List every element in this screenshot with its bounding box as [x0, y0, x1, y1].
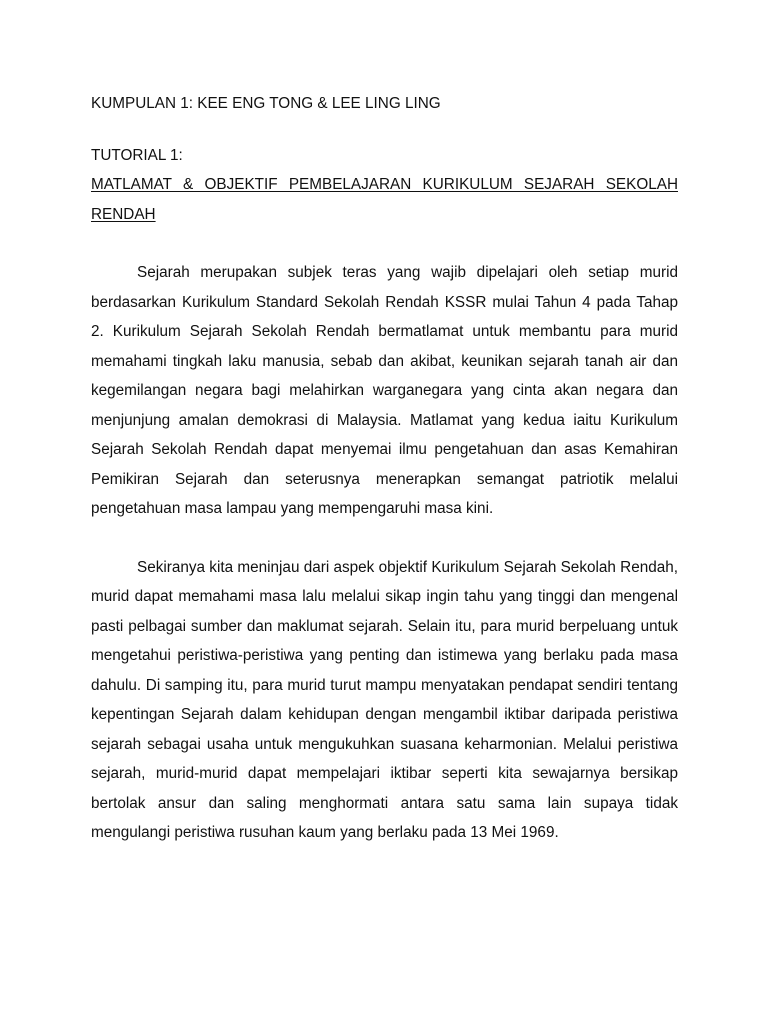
paragraph-matlamat: Sejarah merupakan subjek teras yang wajib dipelajari oleh setiap murid berdasarkan Kurikulum Standard Sekolah Rendah KSSR mulai Tahun 4 pada Tahap 2. Kurikulum Sejarah Sekolah Rendah bermatlamat untuk membantu para murid memahami tingkah laku manusia, sebab dan akibat, keunikan sejarah tanah air dan kegemilangan negara bagi melahirkan warganegara yang cinta akan negara dan menjunjung amalan demokrasi di Malaysia. Matlamat yang kedua iaitu Kurikulum Sejarah Sekolah Rendah dapat menyemai ilmu pengetahuan dan asas Kemahiran Pemikiran Sejarah dan seterusnya menerapkan semangat patriotik melalui pengetahuan masa lampau yang mempengaruhi masa kini. — [91, 264, 678, 517]
group-heading: KUMPULAN 1: KEE ENG TONG & LEE LING LING — [91, 95, 441, 112]
document-body — [91, 89, 678, 848]
tutorial-label: TUTORIAL 1: — [91, 146, 183, 164]
tutorial-title: MATLAMAT & OBJEKTIF PEMBELAJARAN KURIKULUM SEJARAH SEKOLAH RENDAH — [91, 176, 678, 223]
paragraph-objektif: Sekiranya kita meninjau dari aspek objektif Kurikulum Sejarah Sekolah Rendah, murid dapat memahami masa lalu melalui sikap ingin tahu yang tinggi dan mengenal pasti pelbagai sumber dan maklumat sejarah. Selain itu, para murid berpeluang untuk mengetahui peristiwa-peristiwa yang penting dan istimewa yang berlaku pada masa dahulu. Di samping itu, para murid turut mampu menyatakan pendapat sendiri tentang kepentingan Sejarah dalam kehidupan dengan mengambil iktibar daripada peristiwa sejarah sebagai usaha untuk mengukuhkan suasana keharmonian. Melalui peristiwa sejarah, murid-murid dapat mempelajari iktibar seperti kita sewajarnya bersikap bertolak ansur dan saling menghormati antara satu sama lain supaya tidak mengulangi peristiwa rusuhan kaum yang berlaku pada 13 Mei 1969. — [91, 558, 678, 841]
